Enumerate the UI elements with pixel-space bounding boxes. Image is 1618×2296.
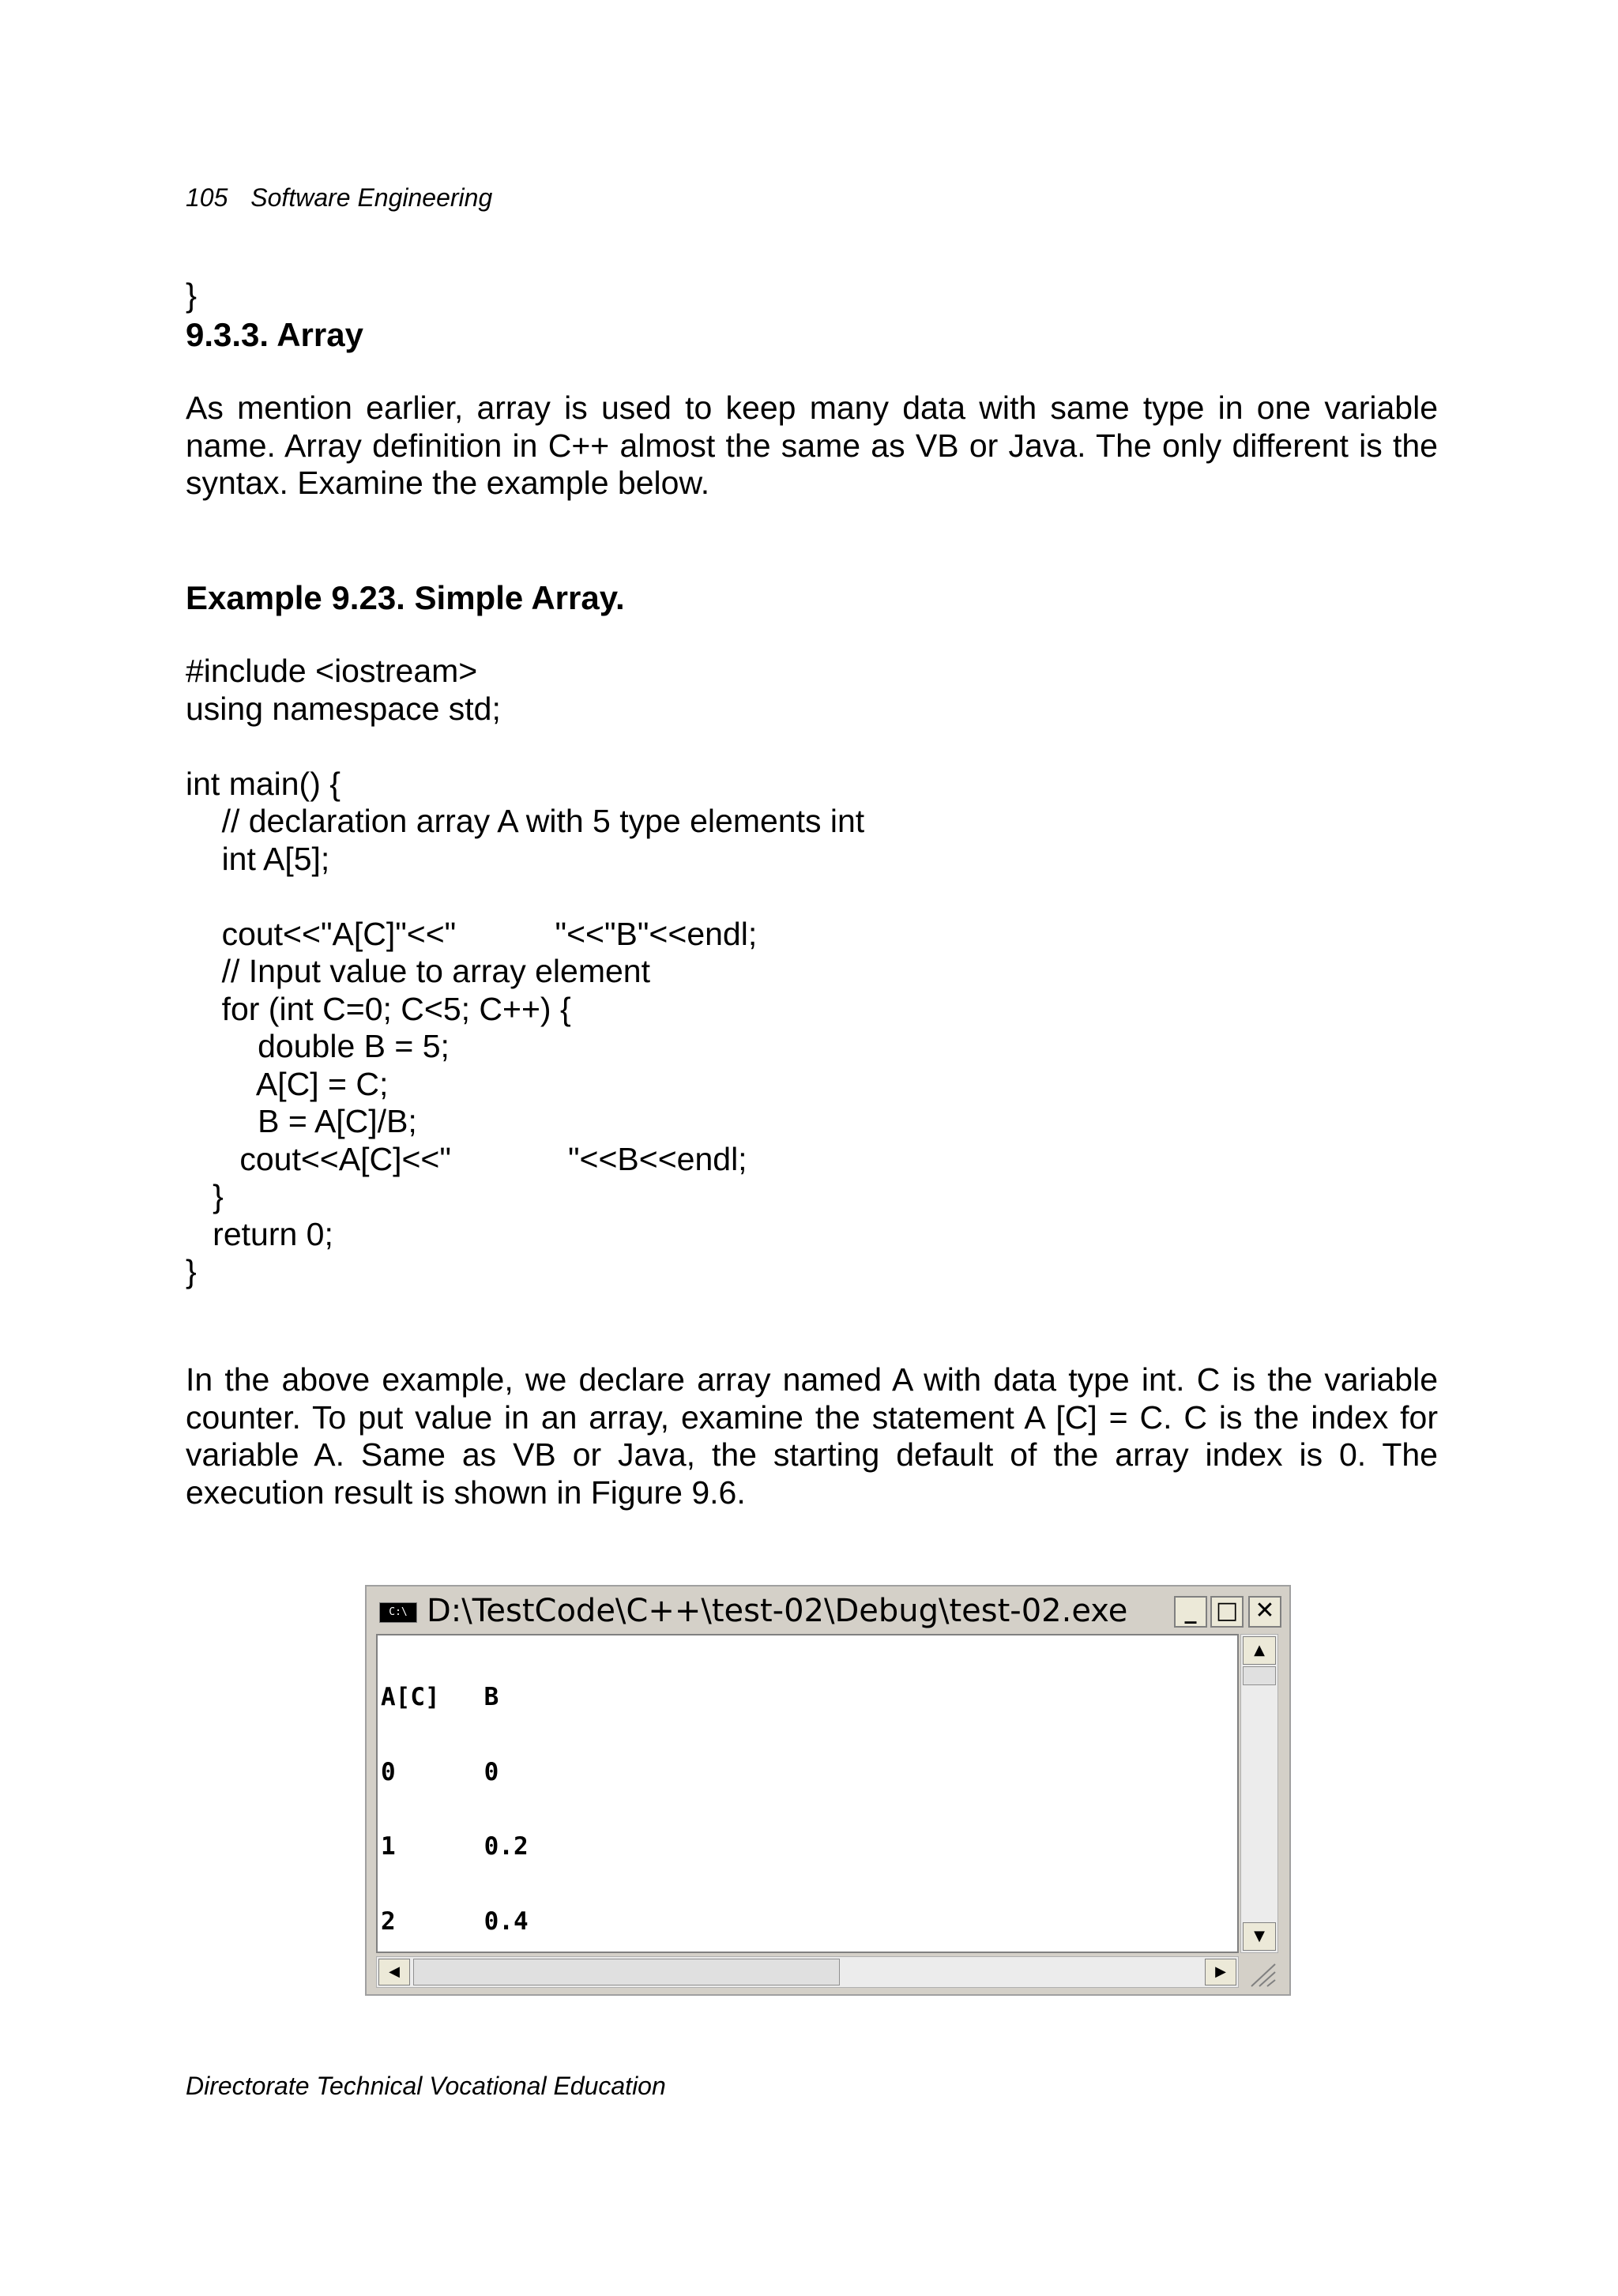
page-header <box>186 183 492 213</box>
console-icon: C:\ <box>379 1602 417 1623</box>
output-line: 1 0.2 <box>381 1832 529 1861</box>
code-line: int A[5]; <box>186 840 330 877</box>
book-title: Software Engineering <box>250 183 493 212</box>
output-line: 0 0 <box>381 1757 499 1786</box>
example-title: Example 9.23. Simple Array. <box>186 579 625 616</box>
page-footer: Directorate Technical Vocational Education <box>186 2072 666 2100</box>
close-button[interactable]: ✕ <box>1248 1596 1281 1628</box>
section-title: 9.3.3. Array <box>186 316 363 353</box>
code-line: double B = 5; <box>186 1028 450 1064</box>
closing-brace: } <box>186 277 198 314</box>
scroll-right-arrow-icon[interactable]: ▶ <box>1205 1959 1236 1985</box>
explanation-paragraph: In the above example, we declare array named A with data type int. C is the variable counter. To put value in an array, examine the statement A [C] = C. C is the index for variable A. Same as VB or Java, the starting default of the array index is 0. The execution result is shown in Figure 9.6. <box>186 1361 1438 1511</box>
output-line: 2 0.4 <box>381 1906 529 1936</box>
console-titlebar[interactable] <box>371 1591 1285 1629</box>
code-line: cout<<"A[C]"<<" "<<"B"<<endl; <box>186 915 758 952</box>
code-line <box>186 728 864 766</box>
console-window <box>365 1585 1291 1996</box>
console-output <box>381 1635 808 1953</box>
code-line: return 0; <box>186 1215 333 1252</box>
output-line: A[C] B <box>381 1683 499 1711</box>
scroll-down-arrow-icon[interactable]: ▼ <box>1243 1922 1276 1951</box>
horizontal-scroll-thumb[interactable] <box>413 1959 840 1985</box>
code-listing <box>186 653 864 1291</box>
horizontal-scrollbar[interactable] <box>376 1956 1239 1988</box>
resize-grip-icon[interactable] <box>1240 1956 1278 1988</box>
code-line <box>186 878 864 916</box>
code-line: } <box>186 1178 224 1214</box>
vertical-scrollbar[interactable] <box>1240 1634 1278 1953</box>
minimize-button[interactable]: _ <box>1174 1596 1207 1628</box>
console-output-area[interactable] <box>376 1634 1239 1953</box>
page-number: 105 <box>186 183 228 212</box>
code-line: for (int C=0; C<5; C++) { <box>186 990 571 1027</box>
console-title: D:\TestCode\C++\test-02\Debug\test-02.exe <box>427 1593 1128 1629</box>
code-line: int main() { <box>186 765 341 802</box>
code-line: cout<<A[C]<<" "<<B<<endl; <box>186 1140 747 1177</box>
code-line: // declaration array A with 5 type elements int <box>186 803 865 839</box>
code-line: B = A[C]/B; <box>186 1103 417 1139</box>
maximize-button[interactable]: □ <box>1210 1596 1244 1628</box>
code-line: } <box>186 1253 197 1289</box>
scroll-up-arrow-icon[interactable]: ▲ <box>1243 1636 1276 1665</box>
scroll-left-arrow-icon[interactable]: ◀ <box>378 1959 410 1985</box>
code-line: // Input value to array element <box>186 953 650 989</box>
vertical-scroll-thumb[interactable] <box>1243 1666 1276 1685</box>
code-line: #include <iostream> <box>186 653 478 689</box>
code-line: A[C] = C; <box>186 1065 389 1102</box>
intro-paragraph: As mention earlier, array is used to keep many data with same type in one variable name. Array definition in C++ almost the same as VB or Java. The only different is the syntax. Examine the example below. <box>186 390 1438 501</box>
code-line: using namespace std; <box>186 690 501 727</box>
